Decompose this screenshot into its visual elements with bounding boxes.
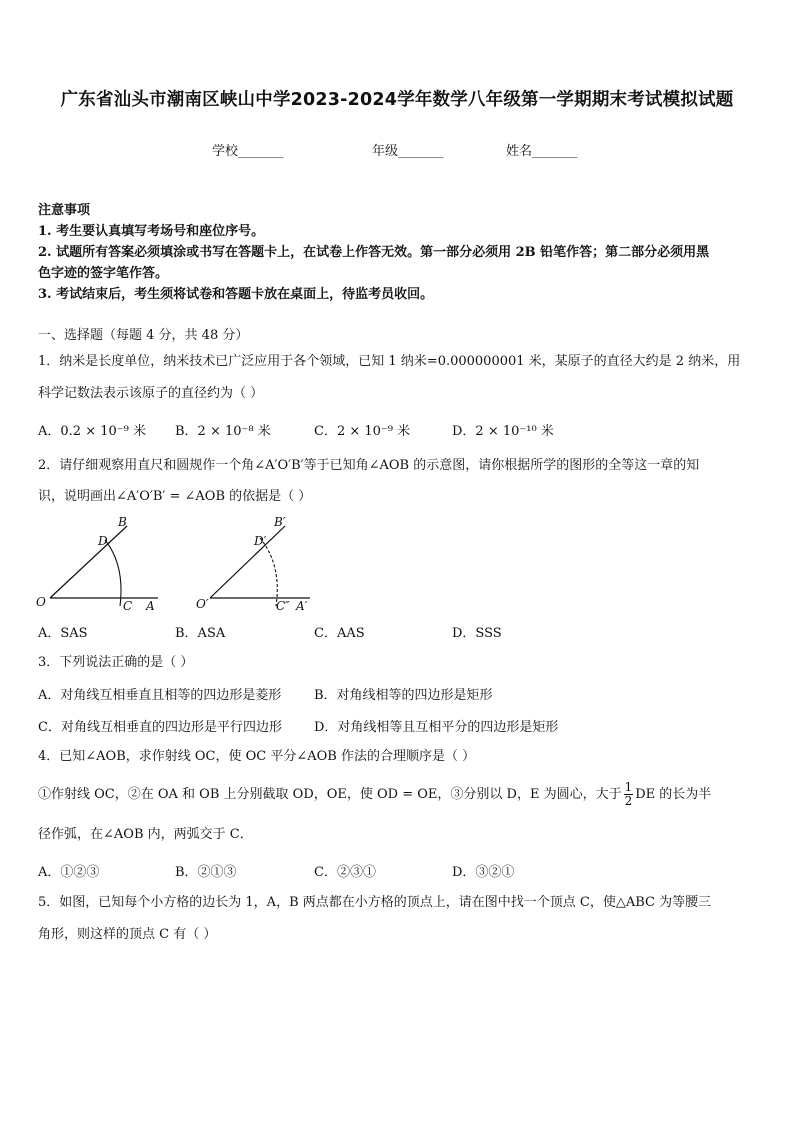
q3-options-row1: [38, 684, 760, 704]
figure-angle-a1o1b1: [196, 515, 310, 613]
q4-steps-text-end: DE 的长为半: [635, 787, 712, 802]
q2-stem: 2．请仔细观察用直尺和圆规作一个角∠A′O′B′等于已知角∠AOB 的示意图，请你根据所学的图形的全等这一章的知: [38, 458, 700, 473]
q4-option-c: C．②③①: [314, 865, 376, 880]
q2-figure: [30, 510, 330, 615]
fig1-label-a: A: [146, 599, 155, 613]
q4-fraction: [624, 781, 634, 808]
q3-option-a: A．对角线互相垂直且相等的四边形是菱形: [38, 688, 282, 703]
q1-options: [38, 420, 760, 440]
q4-steps: [38, 781, 760, 808]
q4-steps-text: ①作射线 OC，②在 OA 和 OB 上分别截取 OD，OE，使 OD = OE，③分别以 D，E 为圆心，大于: [38, 787, 622, 802]
q2-option-b: B．ASA: [175, 626, 226, 641]
note-item-2-cont: 色字迹的签字笔作答。: [38, 266, 169, 281]
q3-options-row2: [38, 716, 760, 736]
note-item-2: 2. 试题所有答案必须填涂或书写在答题卡上，在试卷上作答无效。第一部分必须用 2B 铅笔作答；第二部分必须用黑: [38, 245, 710, 260]
q2-option-c: C．AAS: [314, 626, 365, 641]
q2-options: [38, 622, 760, 642]
notes-heading: 注意事项: [38, 203, 91, 218]
note-item-1: 1. 考生要认真填写考场号和座位序号。: [38, 224, 265, 239]
figure-angle-aob: [36, 515, 158, 613]
q2-stem-cont: 识，说明画出∠A′O′B′ = ∠AOB 的依据是（ ）: [38, 489, 312, 504]
q5-stem: 5．如图，已知每个小方格的边长为 1，A，B 两点都在小方格的顶点上，请在图中找一个顶点 C，使△ABC 为等腰三: [38, 895, 712, 910]
fig2-label-c: C″: [276, 599, 290, 613]
fig1-label-o: O: [36, 595, 46, 609]
q5-stem-cont: 角形，则这样的顶点 C 有（ ）: [38, 927, 217, 942]
q4-fraction-num: 1: [624, 780, 633, 794]
q4-option-a: A．①②③: [38, 865, 100, 880]
q1-option-c: C．2 × 10⁻⁹ 米: [314, 424, 411, 439]
q3-option-b: B．对角线相等的四边形是矩形: [314, 688, 493, 703]
q1-stem: 1．纳米是长度单位，纳米技术已广泛应用于各个领域，已知 1 纳米=0.000000001 米，某原子的直径大约是 2 纳米，用: [38, 354, 741, 369]
q1-option-b: B．2 × 10⁻⁸ 米: [175, 424, 271, 439]
fig2-label-a: A′: [296, 599, 308, 613]
q3-option-d: D．对角线相等且互相平分的四边形是矩形: [314, 720, 559, 735]
q2-option-a: A．SAS: [38, 626, 88, 641]
grade-field: 年级_______: [372, 144, 444, 159]
fig2-label-d: D′: [254, 534, 267, 548]
page-title: 广东省汕头市潮南区峡山中学2023-2024学年数学八年级第一学期期末考试模拟试题: [60, 90, 734, 110]
school-field: 学校_______: [212, 144, 284, 159]
name-field: 姓名_______: [506, 144, 578, 159]
q3-option-c: C．对角线互相垂直的四边形是平行四边形: [38, 720, 282, 735]
fig2-label-b: B′: [274, 515, 286, 529]
q4-stem: 4．已知∠AOB，求作射线 OC，使 OC 平分∠AOB 作法的合理顺序是（ ）: [38, 749, 476, 764]
section-heading: 一、选择题（每题 4 分，共 48 分）: [38, 328, 249, 343]
q1-option-d: D．2 × 10⁻¹⁰ 米: [452, 424, 554, 439]
fig2-label-o: O′: [196, 597, 209, 611]
q4-steps-cont: 径作弧，在∠AOB 内，两弧交于 C．: [38, 827, 253, 842]
note-item-3: 3. 考试结束后，考生须将试卷和答题卡放在桌面上，待监考员收回。: [38, 287, 434, 302]
q1-stem-cont: 科学记数法表示该原子的直径约为（ ）: [38, 386, 264, 401]
q4-options: [38, 861, 760, 881]
q1-option-a: A．0.2 × 10⁻⁹ 米: [38, 424, 146, 439]
fig1-label-d: D: [98, 534, 108, 548]
fig1-label-c: C: [123, 599, 133, 613]
q4-option-b: B．②①③: [175, 865, 237, 880]
q4-fraction-den: 2: [624, 794, 633, 808]
q4-option-d: D．③②①: [452, 865, 515, 880]
fig1-label-b: B: [118, 515, 127, 529]
q3-stem: 3．下列说法正确的是（ ）: [38, 655, 194, 670]
q2-option-d: D．SSS: [452, 626, 502, 641]
